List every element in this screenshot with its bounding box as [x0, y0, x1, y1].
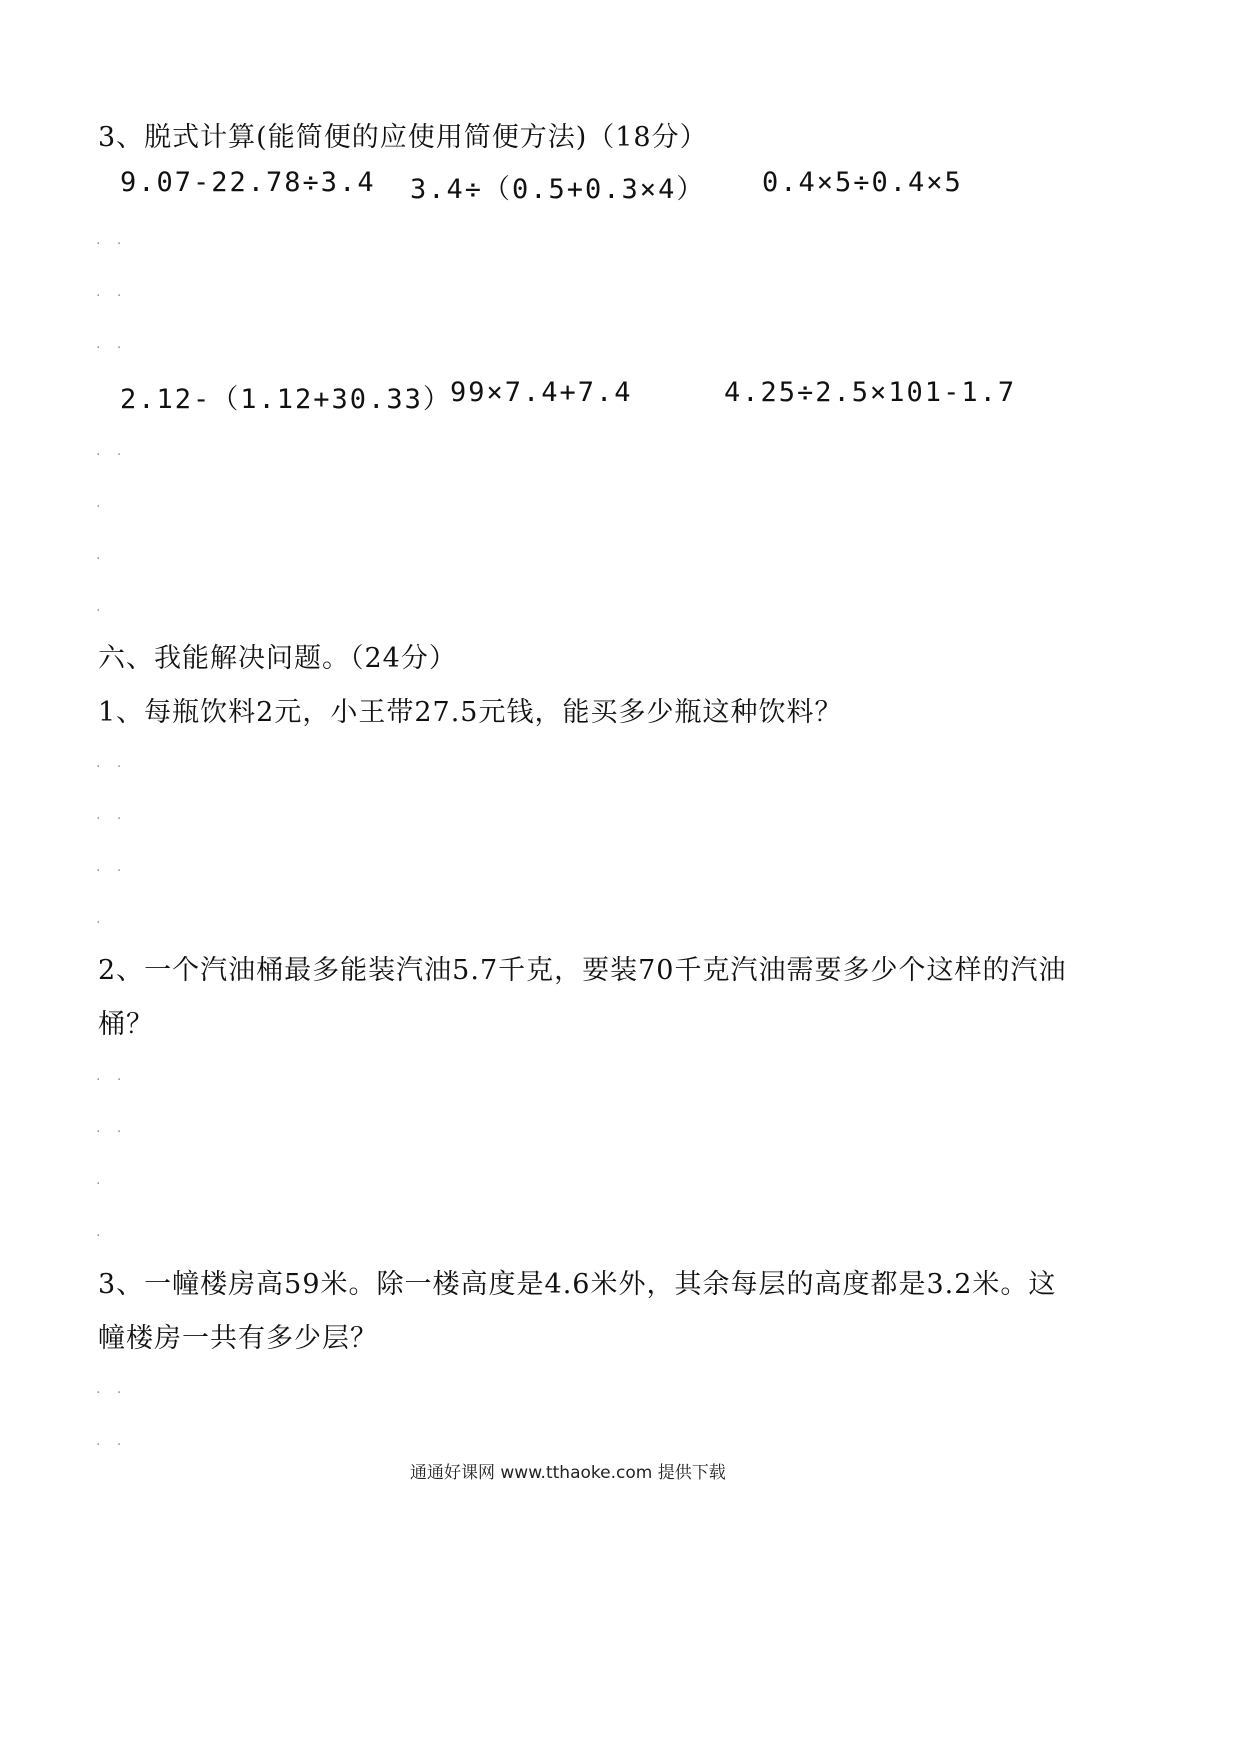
calc-expression-6: 4.25÷2.5×101-1.7	[724, 377, 1017, 408]
question-3-line-1: 3、一幢楼房高59米。除一楼高度是4.6米外，其余每层的高度都是3.2米。这	[98, 1269, 1057, 1300]
problems-section-heading: 六、我能解决问题。（24分）	[98, 643, 457, 674]
answer-space-dots: . .	[96, 284, 128, 300]
answer-space-dots: . .	[96, 1381, 128, 1397]
answer-space-dots: .	[96, 495, 107, 511]
answer-space-dots: . .	[96, 443, 128, 459]
answer-space-dots: .	[96, 1224, 107, 1240]
answer-space-dots: .	[96, 911, 107, 927]
answer-space-dots: . .	[96, 859, 128, 875]
answer-space-dots: . .	[96, 1068, 128, 1084]
calc-section-heading: 3、脱式计算(能简便的应使用简便方法)（18分）	[98, 122, 708, 153]
answer-space-dots: . .	[96, 1433, 128, 1449]
answer-space-dots: .	[96, 1172, 107, 1188]
question-1: 1、每瓶饮料2元，小王带27.5元钱，能买多少瓶这种饮料？	[98, 697, 843, 728]
answer-space-dots: .	[96, 599, 107, 615]
answer-space-dots: . .	[96, 807, 128, 823]
calc-expression-1: 9.07-22.78÷3.4	[120, 167, 376, 198]
calc-expression-4: 2.12-（1.12+30.33）	[120, 384, 452, 415]
answer-space-dots: .	[96, 547, 107, 563]
answer-space-dots: . .	[96, 232, 128, 248]
question-2-line-2: 桶？	[98, 1009, 154, 1040]
calc-expression-5: 99×7.4+7.4	[450, 377, 633, 408]
question-3-line-2: 幢楼房一共有多少层？	[98, 1323, 378, 1354]
calc-expression-3: 0.4×5÷0.4×5	[762, 167, 963, 198]
footer-source: 通通好课网 www.tthaoke.com 提供下载	[410, 1463, 726, 1483]
question-2-line-1: 2、一个汽油桶最多能装汽油5.7千克，要装70千克汽油需要多少个这样的汽油	[98, 955, 1067, 986]
answer-space-dots: . .	[96, 336, 128, 352]
answer-space-dots: . .	[96, 1120, 128, 1136]
answer-space-dots: . .	[96, 755, 128, 771]
calc-expression-2: 3.4÷（0.5+0.3×4）	[410, 174, 706, 205]
